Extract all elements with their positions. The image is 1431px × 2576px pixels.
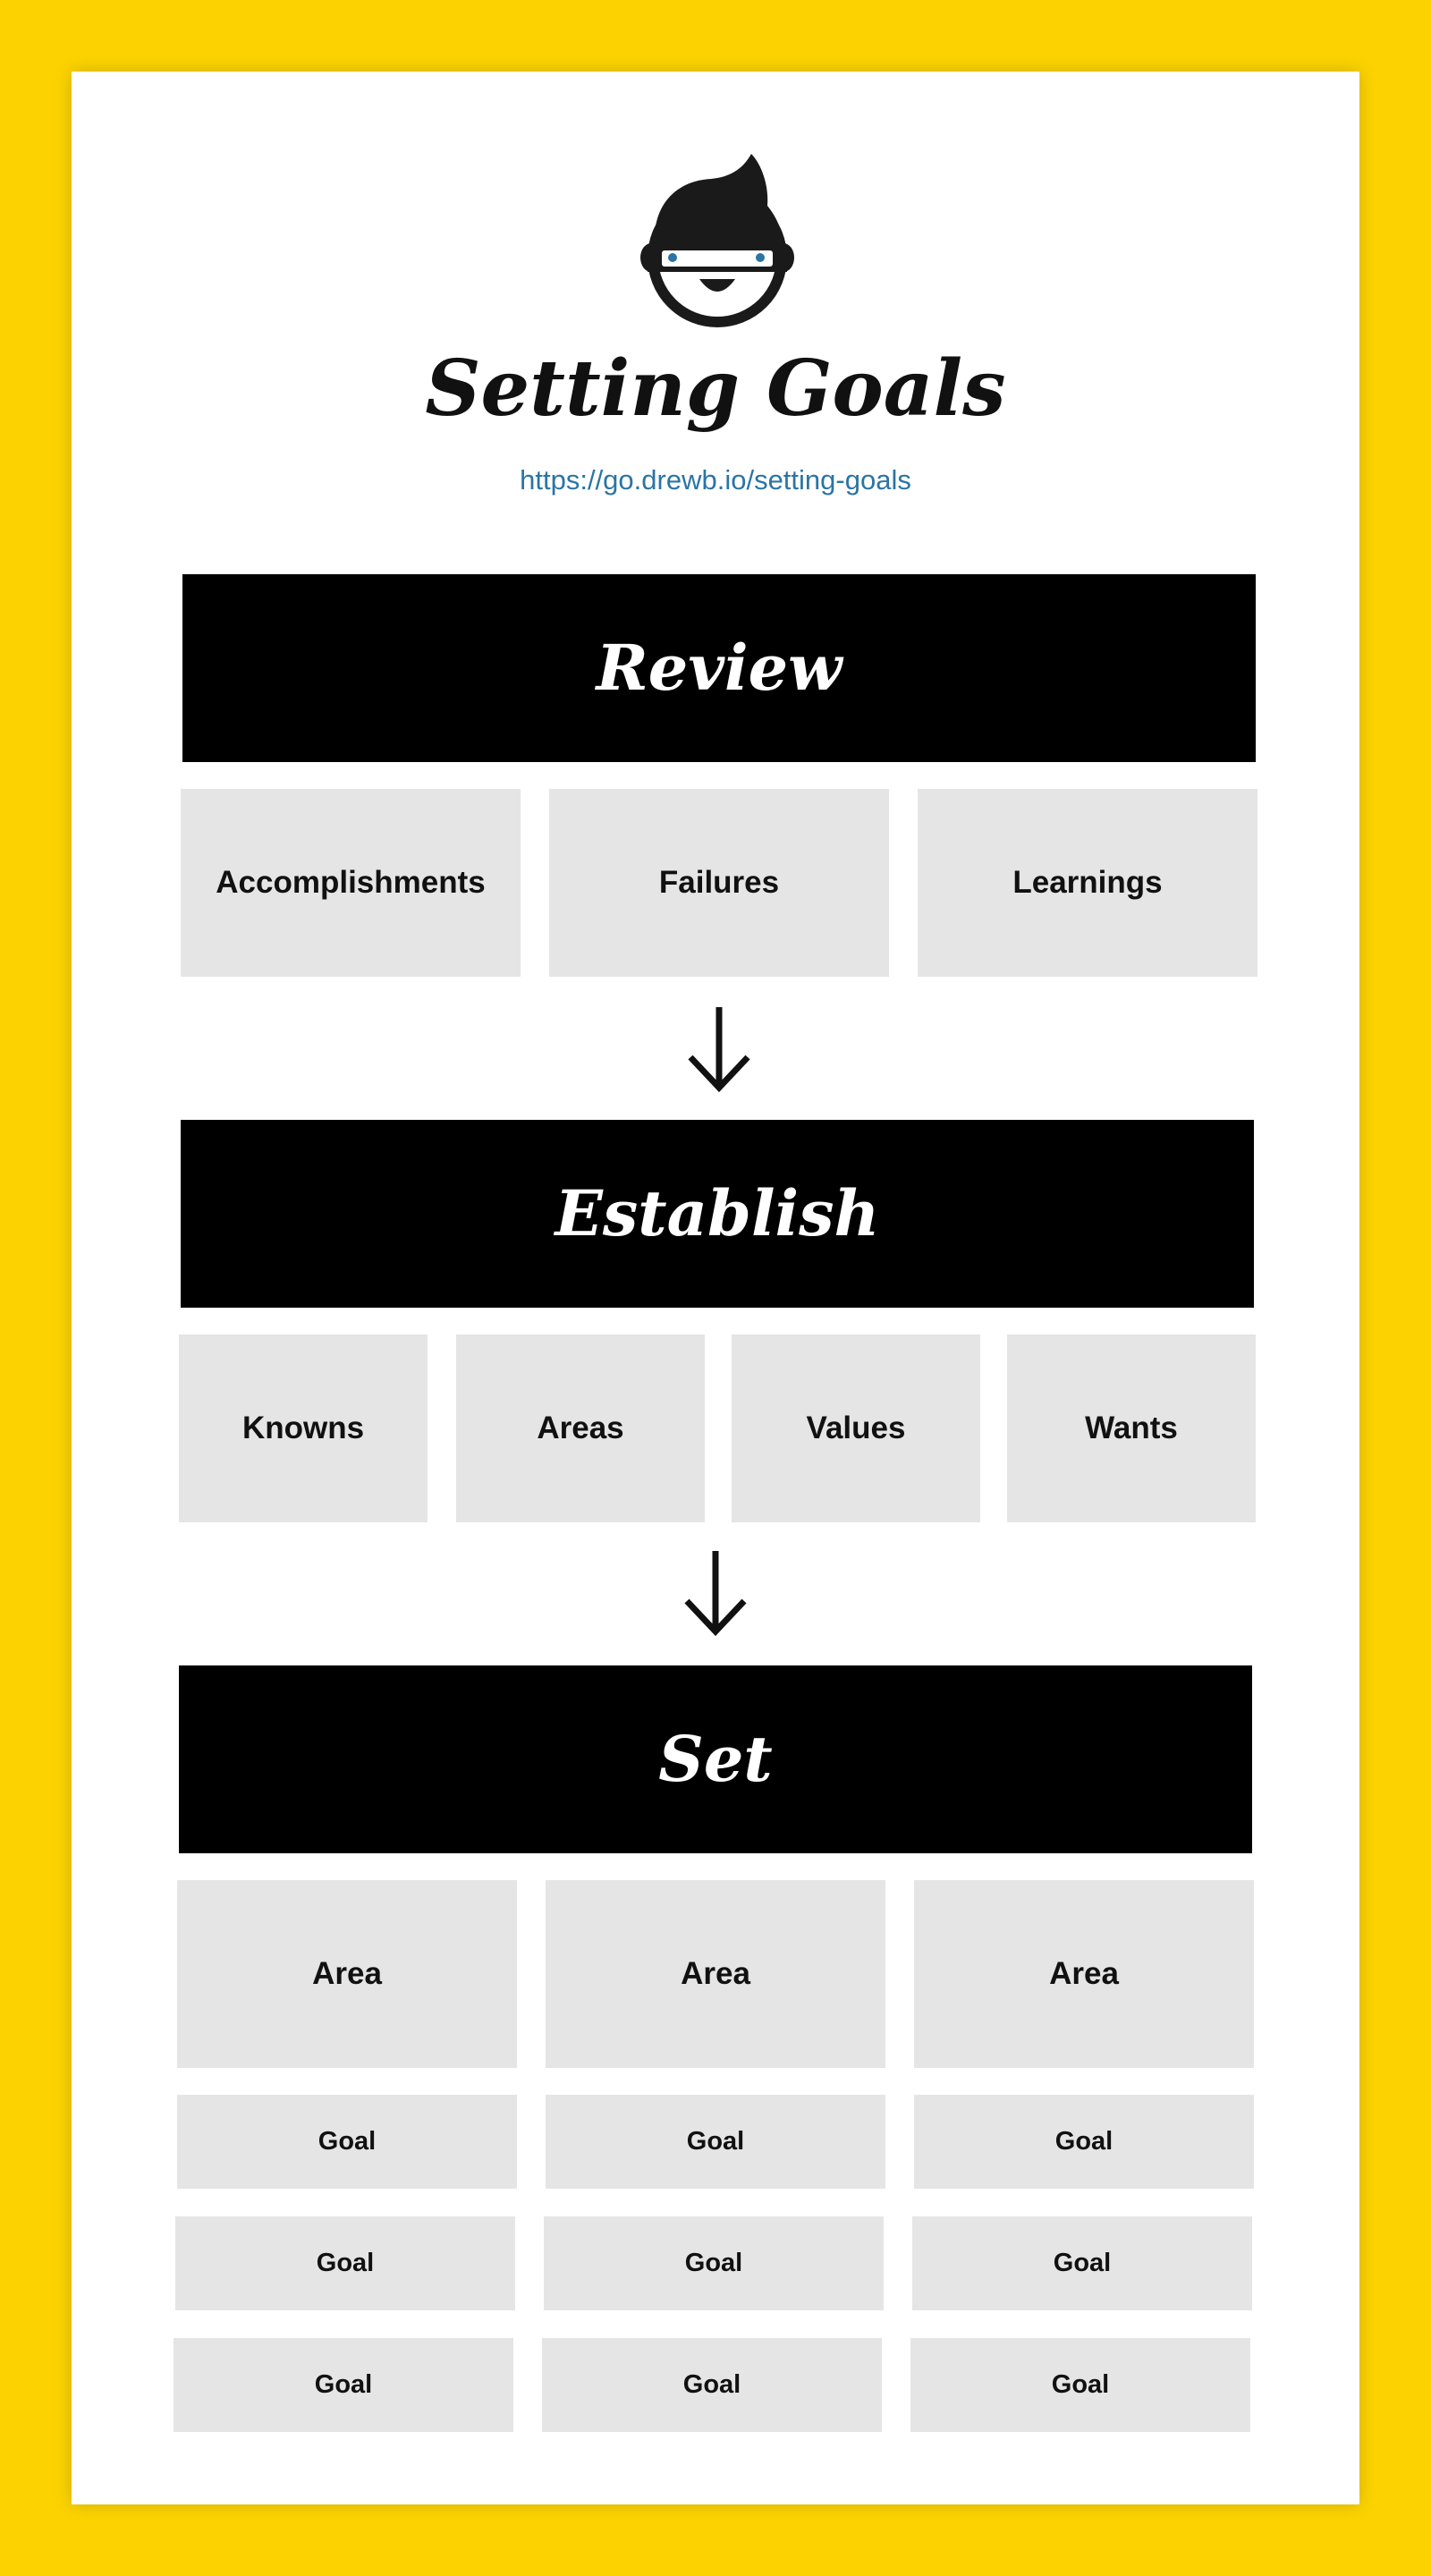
section-review-heading: Review: [182, 574, 1256, 762]
goal-box: Goal: [546, 2095, 885, 2189]
arrow-down-icon: [680, 1547, 751, 1637]
goal-box: Goal: [542, 2338, 882, 2432]
set-area: Area: [177, 1880, 517, 2068]
goal-box: Goal: [174, 2338, 513, 2432]
goal-box: Goal: [914, 2095, 1254, 2189]
goal-box: Goal: [175, 2216, 515, 2310]
goal-box: Goal: [544, 2216, 884, 2310]
review-item: Accomplishments: [181, 789, 521, 977]
establish-item: Knowns: [179, 1335, 428, 1522]
establish-item: Wants: [1007, 1335, 1256, 1522]
establish-item: Values: [732, 1335, 980, 1522]
page-title: Setting Goals: [425, 343, 1006, 434]
goal-box: Goal: [910, 2338, 1250, 2432]
set-area: Area: [914, 1880, 1254, 2068]
arrow-down-icon: [683, 1004, 755, 1093]
review-item: Failures: [549, 789, 889, 977]
cartoon-face-icon: [635, 143, 796, 331]
section-establish-heading: Establish: [181, 1120, 1254, 1308]
establish-item: Areas: [456, 1335, 705, 1522]
set-area: Area: [546, 1880, 885, 2068]
goal-box: Goal: [912, 2216, 1252, 2310]
source-link[interactable]: https://go.drewb.io/setting-goals: [520, 464, 911, 496]
goal-box: Goal: [177, 2095, 517, 2189]
section-set-heading: Set: [179, 1665, 1252, 1853]
review-item: Learnings: [918, 789, 1257, 977]
